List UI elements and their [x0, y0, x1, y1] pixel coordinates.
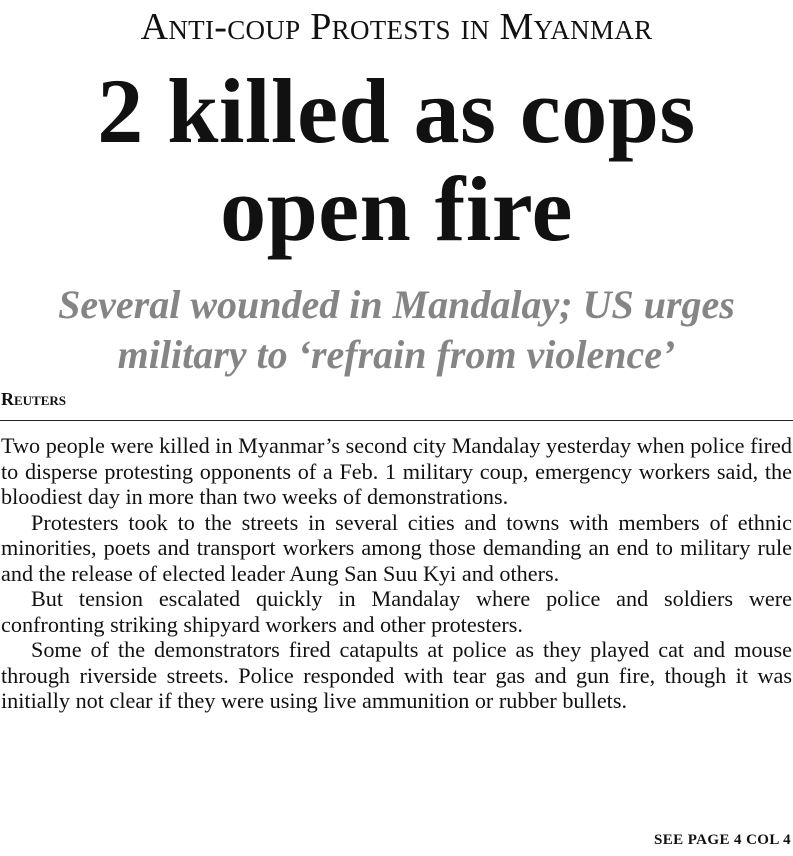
headline [0, 62, 793, 258]
byline: Reuters [1, 389, 67, 409]
byline-divider [0, 420, 793, 421]
article-paragraph: Two people were killed in Myanmar’s second city Mandalay yesterday when police fired to disperse protesting opponents of a Feb. 1 military coup, emergency workers said, the bloodiest day in more than two weeks of demonstrations. [1, 433, 792, 509]
subheadline-line-2: military to ‘refrain from violence’ [117, 332, 676, 377]
article-paragraph: Protesters took to the streets in several cities and towns with members of ethnic minorities, poets and transport workers among those demanding an end to military rule and the release of elected leader Aung San Suu Kyi and others. [1, 509, 792, 586]
headline-line-1: 2 killed as cops [97, 60, 696, 162]
article-paragraph: But tension escalated quickly in Mandalay where police and soldiers were confronting striking shipyard workers and other protesters. [1, 586, 792, 637]
continued-on-page-line: SEE PAGE 4 COL 4 [654, 832, 791, 848]
article-body [1, 433, 792, 714]
subheadline [0, 280, 793, 380]
headline-line-2: open fire [220, 158, 573, 260]
subheadline-line-1: Several wounded in Mandalay; US urges [58, 282, 735, 327]
article-paragraph: Some of the demonstrators fired catapults at police as they played cat and mouse through riverside streets. Police responded with tear gas and gun fire, though it was initially not clear if they were using live ammunition or rubber bullets. [1, 637, 792, 713]
section-kicker: Anti-coup Protests in Myanmar [140, 6, 653, 48]
